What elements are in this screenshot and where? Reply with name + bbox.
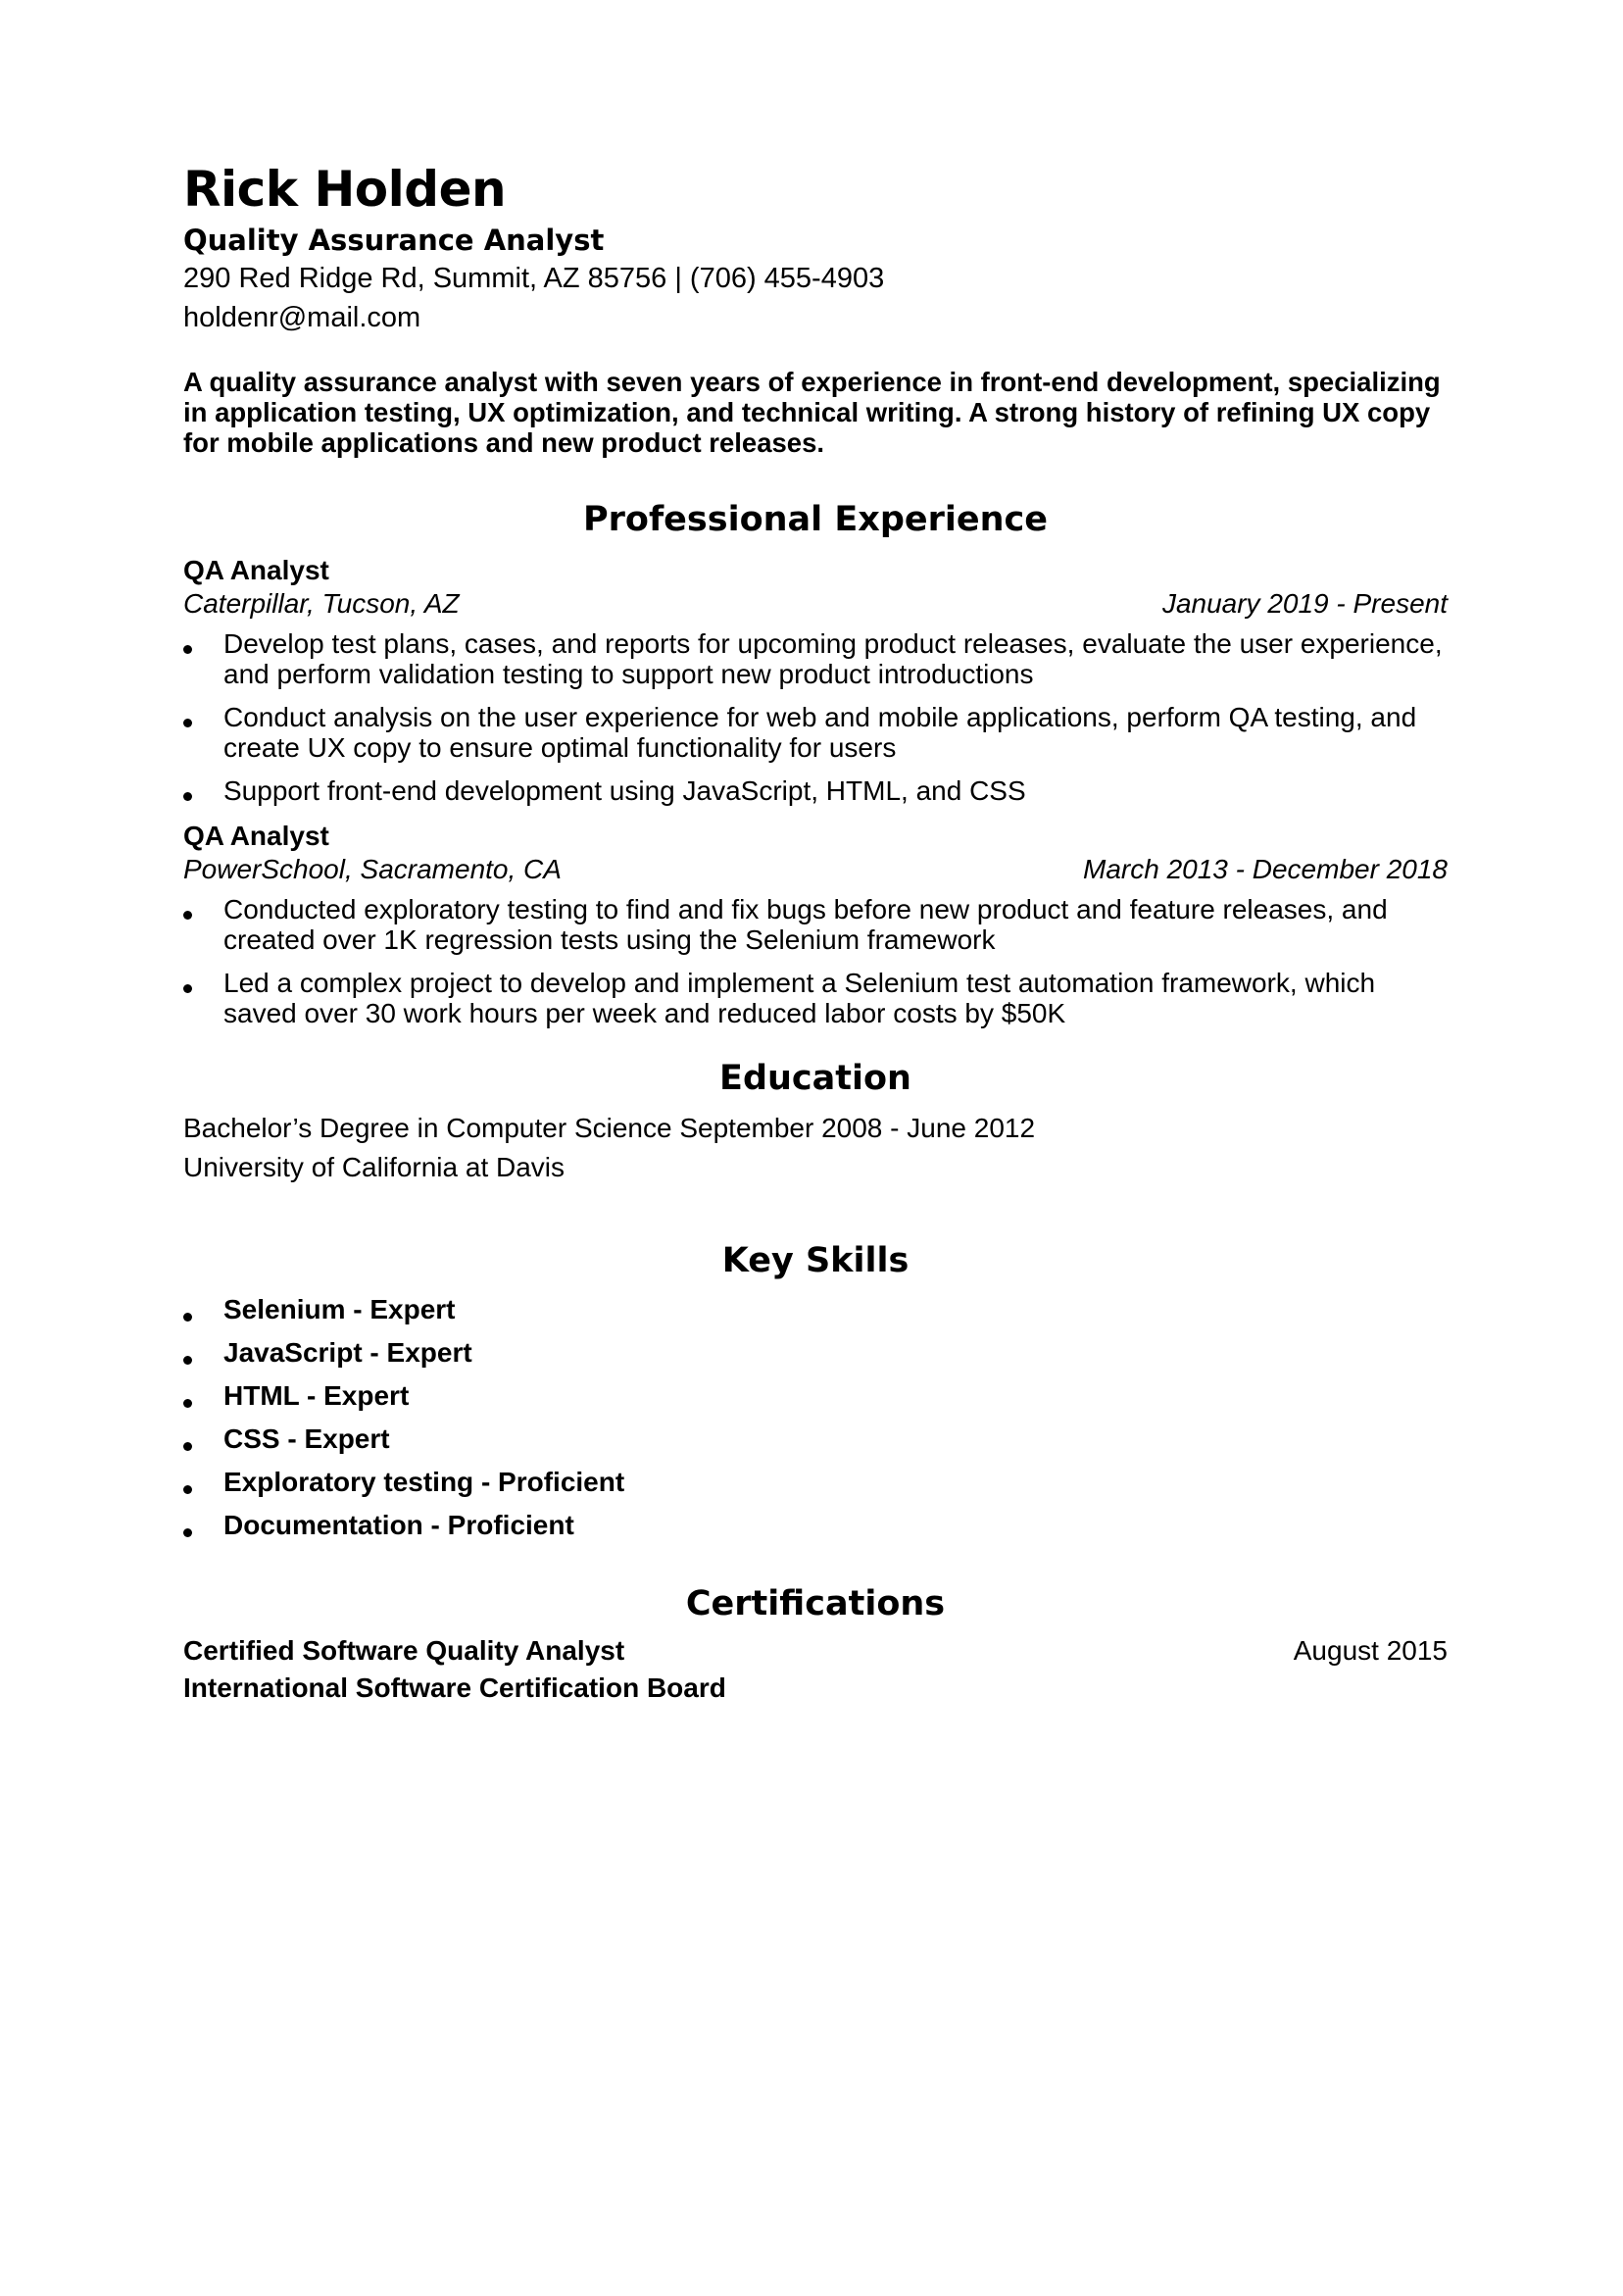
job-entry	[183, 820, 1448, 1028]
job-meta	[183, 853, 1448, 886]
certification-entry	[183, 1632, 1448, 1707]
bullet-icon	[183, 1313, 192, 1322]
certification-date: August 2015	[1293, 1635, 1448, 1666]
bullet-icon	[183, 984, 192, 993]
skills-list	[183, 1293, 1448, 1542]
job-dates: March 2013 - December 2018	[1083, 854, 1448, 884]
job-company: Caterpillar, Tucson, AZ	[183, 588, 460, 619]
skill-text: HTML - Expert	[223, 1380, 410, 1411]
skill-item	[183, 1336, 1448, 1370]
contact-address-phone: 290 Red Ridge Rd, Summit, AZ 85756 | (706) 455-4903	[183, 263, 885, 294]
bullet-icon	[183, 1485, 192, 1494]
education-entry	[183, 1109, 1448, 1187]
bullet-icon	[183, 1399, 192, 1408]
certification-issuer: International Software Certification Board	[183, 1672, 726, 1703]
job-duty-text: Develop test plans, cases, and reports for upcoming product releases, evaluate the user experience, and perform validation testing to support new product introductions	[223, 628, 1443, 689]
job-meta	[183, 587, 1448, 621]
candidate-name: Rick Holden	[183, 161, 507, 218]
skill-text: CSS - Expert	[223, 1423, 390, 1454]
job-duty-text: Support front-end development using JavaScript, HTML, and CSS	[223, 775, 1026, 806]
job-role: QA Analyst	[183, 821, 329, 851]
certifications-heading: Certifications	[685, 1584, 946, 1623]
job-entry	[183, 554, 1448, 806]
job-duty	[183, 968, 1448, 1028]
resume-page	[183, 157, 1448, 1707]
job-role: QA Analyst	[183, 555, 329, 585]
job-duty-text: Conducted exploratory testing to find and fix bugs before new product and feature releases, and created over 1K regression tests using the Selenium framework	[223, 894, 1388, 955]
job-duty	[183, 628, 1448, 689]
skill-item	[183, 1379, 1448, 1413]
job-duties-list	[183, 894, 1448, 1028]
certification-name: Certified Software Quality Analyst	[183, 1635, 625, 1666]
job-duty	[183, 775, 1448, 806]
bullet-icon	[183, 1528, 192, 1537]
skill-item	[183, 1293, 1448, 1326]
skill-item	[183, 1509, 1448, 1542]
bullet-icon	[183, 1442, 192, 1451]
education-degree: Bachelor’s Degree in Computer Science September 2008 - June 2012	[183, 1113, 1036, 1143]
bullet-icon	[183, 1356, 192, 1365]
skill-text: Selenium - Expert	[223, 1294, 456, 1324]
job-duty	[183, 702, 1448, 763]
job-dates: January 2019 - Present	[1161, 588, 1448, 619]
job-duties-list	[183, 628, 1448, 806]
bullet-icon	[183, 719, 192, 727]
skill-text: JavaScript - Expert	[223, 1337, 472, 1368]
skill-text: Exploratory testing - Proficient	[223, 1467, 625, 1497]
job-duty	[183, 894, 1448, 955]
bullet-icon	[183, 911, 192, 920]
certification-row	[183, 1632, 1448, 1670]
skill-item	[183, 1466, 1448, 1499]
professional-summary: A quality assurance analyst with seven years of experience in front-end development, specializing in application testing, UX optimization, and technical writing. A strong history of refining UX copy for mobile applications and new product releases.	[183, 367, 1441, 458]
education-heading: Education	[719, 1059, 911, 1098]
contact-email: holdenr@mail.com	[183, 302, 421, 333]
job-duty-text: Conduct analysis on the user experience for web and mobile applications, perform QA testing, and create UX copy to ensure optimal functionality for users	[223, 702, 1417, 763]
skill-item	[183, 1423, 1448, 1456]
education-school: University of California at Davis	[183, 1152, 566, 1182]
candidate-title: Quality Assurance Analyst	[183, 224, 605, 257]
skills-heading: Key Skills	[721, 1241, 910, 1280]
bullet-icon	[183, 792, 192, 801]
bullet-icon	[183, 645, 192, 654]
job-duty-text: Led a complex project to develop and implement a Selenium test automation framework, which saved over 30 work hours per week and reduced labor costs by $50K	[223, 968, 1376, 1028]
job-company: PowerSchool, Sacramento, CA	[183, 854, 562, 884]
skill-text: Documentation - Proficient	[223, 1510, 574, 1540]
experience-heading: Professional Experience	[582, 500, 1049, 539]
